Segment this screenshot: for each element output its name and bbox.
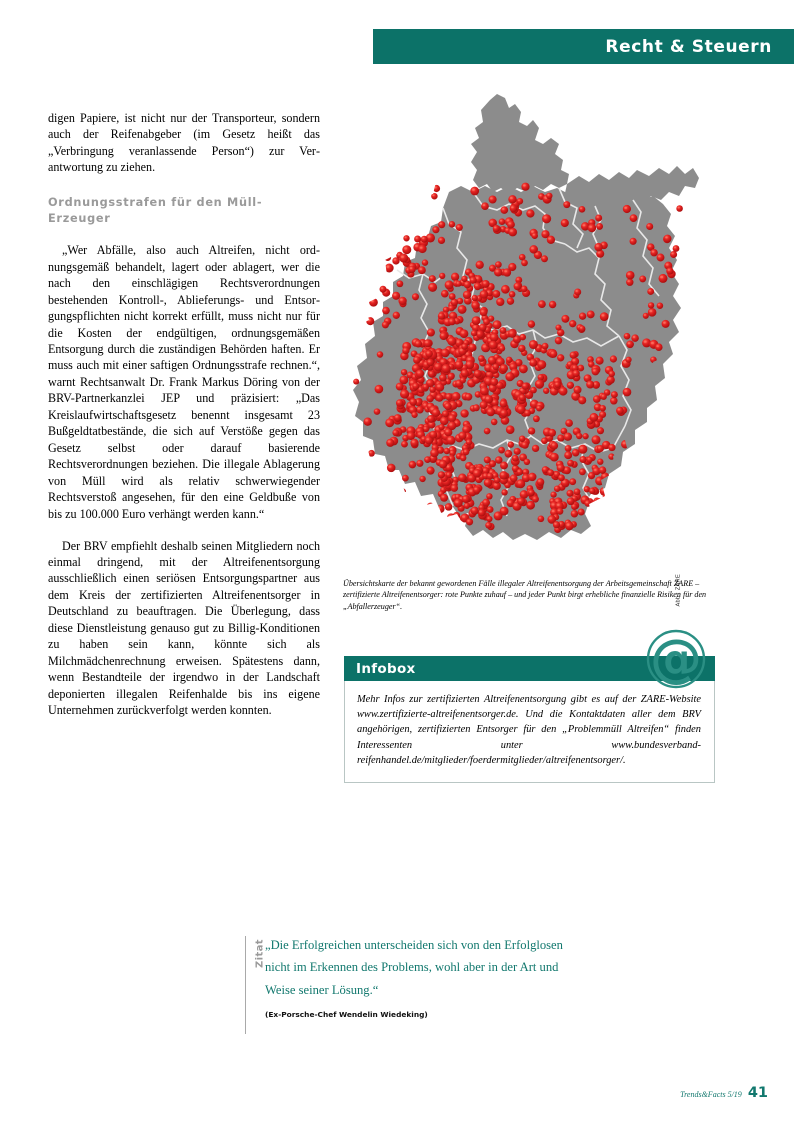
quote-attribution: (Ex-Porsche-Chef Wendelin Wiedeking) (265, 1010, 428, 1019)
section-header-banner (373, 29, 794, 64)
map-credit-label: Abb.: ZARE (676, 574, 682, 607)
footer-issue-label: Trends&Facts 5/19 (680, 1090, 742, 1099)
footer-page-number: 41 (747, 1085, 768, 1101)
paragraph-recommendation: Der BRV empfiehlt deshalb seinen Mitgliedern noch einmal dringend, mit der Altreifenentsorgung ausschließlich einen seriösen Entsorgungspartner aus dem Kreis der zertifizierten Altreifenentsorger in Deutschland zu beauftragen. Die Überlegung, dass diese Dienstleistung genauso gut zu Billig-Konditionen zu haben sein kann, könnte sich als Milchmädchenrechnung erweisen. Spätestens dann, wenn Bestandteile der irgendwo in der Landschaft deponierten illegalen Reifenhalde bis ins eigene Unternehmen zurückverfolgt werden konnten. (48, 538, 320, 718)
infobox-header-bar (344, 656, 715, 681)
infobox-title: Infobox (356, 660, 416, 677)
quote-tag-label: Zitat (254, 939, 266, 968)
page-section-title: Recht & Steuern (605, 36, 772, 57)
germany-map-svg (337, 88, 737, 578)
figure-caption: Übersichtskarte der bekannt gewordenen Fälle illegaler Altreifenentsorgung der Arbeitsgemeinschaft ZARE – zertifizierte Altreifenentsorger: rote Punkte zuhauf – und jeder Punkt birgt erhebliche finanzielle Risiken für den „Abfallerzeuger“. (343, 579, 707, 611)
infobox-panel (344, 656, 715, 783)
page-footer (680, 1085, 768, 1101)
paragraph-continued: digen Papiere, ist nicht nur der Transporteur, sondern auch der Reifenabgeber (im Gesetz heißt das „Verbringung veranlassende Person“) zur Verantwortung zu ziehen. (48, 111, 320, 175)
quote-text: „Die Erfolgreichen unterscheiden sich von den Erfolglosen nicht im Erkennen des Problems, wohl aber in der Art und Weise seiner Lösung.“ (265, 938, 563, 997)
paragraph-quote-lawyer: „Wer Abfälle, also auch Altreifen, nicht ordnungsgemäß behandelt, lagert oder ablagert, wer die nach den einschlägigen Rechtsverordnungen bestehenden Kontroll-, Ablieferungs- und Entsorgungspflichten nicht korrekt erfüllt, muss nicht nur für die Kosten der endgültigen, ordnungsgemäßen Entsorgung durch die zuständigen Behörden haften. Er muss auch mit einer saftigen Ordnungsstrafe rechnen.“, warnt Rechtsanwalt Dr. Frank Markus Döring von der BRV-Partnerkanzlei JEP und präzisiert: „Das Kreislaufwirtschaftsgesetz benennt insgesamt 23 Bußgeldtatbestände, die sich auf Verstöße gegen das Gesetz selbst oder darauf basierende Rechtsverordnungen beziehen. Die illegale Ablagerung von Müll wird als relativ schwerwiegender Rechtsverstoß angesehen, für den eine Geldbuße von bis zu 100.000 Euro verhängt werden kann.“ (48, 243, 320, 521)
quote-divider-rule (245, 936, 246, 1034)
article-text-column (48, 110, 320, 719)
pull-quote-block (245, 934, 575, 1039)
infobox-body-text: Mehr Infos zur zertifizierten Altreifenentsorgung gibt es auf der ZARE-Website www.zertifizierte-altreifenentsorger.de. Und die Kontaktdaten aller dem BRV angehörigen, zertifizierten Entsorger für den „Problemmüll Altreifen“ finden Interessenten unter www.bundesverband-reifenhandel.de/mitglieder/foerdermitglieder/altreifenentsorger/. (357, 694, 701, 766)
section-subheading: Ordnungsstrafen für den Müll-Erzeuger (48, 195, 263, 225)
svg-text:@: @ (650, 629, 702, 689)
